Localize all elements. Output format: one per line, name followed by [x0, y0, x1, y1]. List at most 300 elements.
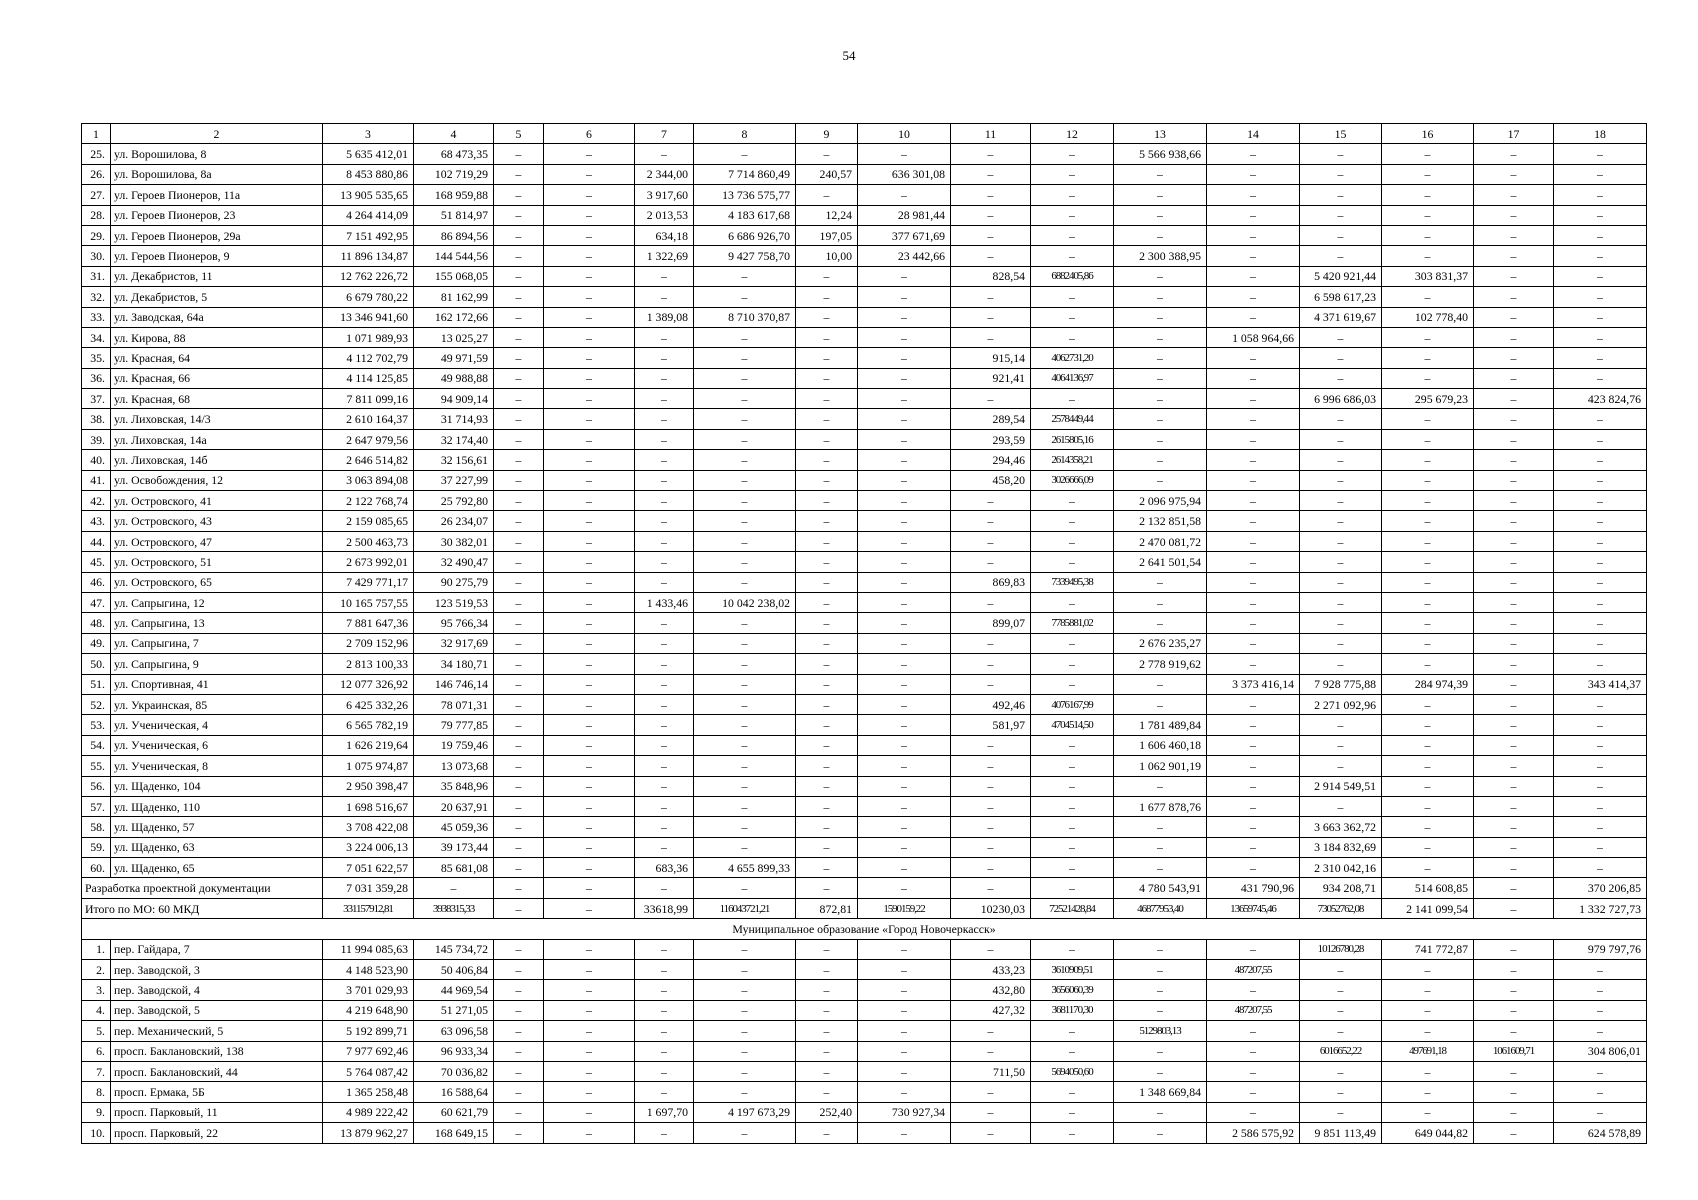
table-cell: 6016652,22	[1300, 1041, 1382, 1061]
table-cell: –	[1474, 491, 1554, 511]
row-number: 51.	[82, 674, 111, 694]
table-cell: –	[1031, 205, 1114, 225]
table-cell: –	[1207, 287, 1300, 307]
table-cell: –	[494, 389, 544, 409]
table-cell: 4062731,20	[1031, 348, 1114, 368]
table-cell: –	[1207, 205, 1300, 225]
table-cell: –	[544, 796, 635, 816]
column-header: 10	[858, 124, 951, 144]
table-cell: 1 071 989,93	[323, 327, 414, 347]
address-cell: ул. Островского, 43	[111, 511, 323, 531]
table-cell: –	[796, 735, 858, 755]
address-cell: ул. Островского, 65	[111, 572, 323, 592]
table-cell: 432,80	[951, 980, 1031, 1000]
row-number: 7.	[82, 1061, 111, 1081]
table-cell: –	[951, 491, 1031, 511]
table-cell: –	[858, 1061, 951, 1081]
table-cell: –	[635, 796, 694, 816]
table-cell: –	[635, 939, 694, 959]
table-row	[82, 266, 1647, 286]
row-label: Разработка проектной документации	[82, 878, 323, 898]
table-cell: –	[1031, 389, 1114, 409]
table-cell: 2 271 092,96	[1300, 694, 1382, 714]
table-cell: –	[1114, 164, 1207, 184]
table-cell: –	[635, 368, 694, 388]
table-cell: –	[1554, 307, 1647, 327]
table-cell: –	[796, 980, 858, 1000]
table-row	[82, 470, 1647, 490]
table-cell: –	[951, 307, 1031, 327]
table-cell: –	[694, 1061, 796, 1081]
table-cell: 7 811 099,16	[323, 389, 414, 409]
address-cell: просп. Парковый, 22	[111, 1123, 323, 1143]
table-cell: –	[544, 654, 635, 674]
table-cell: –	[1474, 633, 1554, 653]
table-row	[82, 1021, 1647, 1041]
table-header-row	[82, 124, 1647, 144]
row-number: 52.	[82, 694, 111, 714]
address-cell: ул. Щаденко, 110	[111, 796, 323, 816]
table-cell: 1 348 669,84	[1114, 1082, 1207, 1102]
table-cell: 3 663 362,72	[1300, 817, 1382, 837]
table-cell: –	[1114, 837, 1207, 857]
table-cell: 13 736 575,77	[694, 185, 796, 205]
table-cell: –	[494, 837, 544, 857]
table-cell: 433,23	[951, 960, 1031, 980]
table-cell: –	[1207, 225, 1300, 245]
table-cell: –	[1114, 409, 1207, 429]
table-cell: 49 971,59	[414, 348, 494, 368]
table-cell: –	[1554, 327, 1647, 347]
table-cell: –	[494, 1061, 544, 1081]
table-cell: –	[635, 878, 694, 898]
table-cell: –	[1031, 531, 1114, 551]
table-cell: –	[494, 450, 544, 470]
table-cell: –	[858, 470, 951, 490]
table-cell: –	[544, 185, 635, 205]
address-cell: ул. Сапрыгина, 9	[111, 654, 323, 674]
table-cell: –	[1382, 470, 1474, 490]
table-cell: 2615805,16	[1031, 429, 1114, 449]
table-cell: 162 172,66	[414, 307, 494, 327]
table-cell: –	[694, 654, 796, 674]
address-cell: пер. Заводской, 5	[111, 1000, 323, 1020]
address-cell: просп. Ермака, 5Б	[111, 1082, 323, 1102]
table-cell: –	[1114, 592, 1207, 612]
table-cell: –	[635, 654, 694, 674]
table-cell: 5 635 412,01	[323, 144, 414, 164]
table-cell: –	[1382, 633, 1474, 653]
table-cell: 2 673 992,01	[323, 552, 414, 572]
row-number: 3.	[82, 980, 111, 1000]
table-cell: –	[1031, 287, 1114, 307]
table-cell: –	[951, 1102, 1031, 1122]
table-cell: –	[1382, 613, 1474, 633]
table-cell: –	[494, 327, 544, 347]
table-cell: –	[1382, 246, 1474, 266]
table-cell: –	[1382, 592, 1474, 612]
table-cell: –	[951, 674, 1031, 694]
table-cell: –	[1474, 1123, 1554, 1143]
table-cell: –	[694, 409, 796, 429]
table-cell: –	[694, 348, 796, 368]
address-cell: ул. Освобождения, 12	[111, 470, 323, 490]
table-cell: –	[858, 1000, 951, 1020]
table-cell: –	[1114, 817, 1207, 837]
table-cell: –	[1382, 715, 1474, 735]
table-cell: –	[1300, 164, 1382, 184]
table-cell: 32 156,61	[414, 450, 494, 470]
table-cell: 32 174,40	[414, 429, 494, 449]
column-header: 13	[1114, 124, 1207, 144]
table-cell: 8 710 370,87	[694, 307, 796, 327]
table-cell: –	[494, 409, 544, 429]
table-cell: 2 586 575,92	[1207, 1123, 1300, 1143]
table-cell: 7 051 622,57	[323, 858, 414, 878]
table-cell: 9 851 113,49	[1300, 1123, 1382, 1143]
table-cell: 6 425 332,26	[323, 694, 414, 714]
table-cell: –	[1474, 164, 1554, 184]
table-cell: –	[544, 939, 635, 959]
row-number: 34.	[82, 327, 111, 347]
table-cell: 343 414,37	[1554, 674, 1647, 694]
table-cell: –	[1031, 735, 1114, 755]
table-cell: –	[544, 756, 635, 776]
table-row	[82, 1061, 1647, 1081]
table-cell: –	[544, 246, 635, 266]
address-cell: ул. Щаденко, 63	[111, 837, 323, 857]
table-cell: –	[1031, 164, 1114, 184]
table-cell: –	[694, 1021, 796, 1041]
table-cell: 458,20	[951, 470, 1031, 490]
table-cell: –	[635, 1082, 694, 1102]
table-cell: –	[1554, 552, 1647, 572]
table-cell: –	[494, 715, 544, 735]
address-cell: ул. Ученическая, 8	[111, 756, 323, 776]
table-cell: –	[1207, 307, 1300, 327]
table-cell: –	[1114, 1123, 1207, 1143]
row-number: 41.	[82, 470, 111, 490]
table-cell: –	[1114, 266, 1207, 286]
table-cell: –	[1382, 1061, 1474, 1081]
address-cell: ул. Героев Пионеров, 23	[111, 205, 323, 225]
table-cell: –	[1207, 409, 1300, 429]
table-cell: 68 473,35	[414, 144, 494, 164]
table-cell: –	[1207, 654, 1300, 674]
table-cell: –	[1207, 694, 1300, 714]
table-cell: –	[1382, 776, 1474, 796]
table-cell: 2 778 919,62	[1114, 654, 1207, 674]
table-cell: –	[1031, 185, 1114, 205]
table-cell: –	[635, 450, 694, 470]
table-cell: 293,59	[951, 429, 1031, 449]
table-cell: 6882405,86	[1031, 266, 1114, 286]
table-cell: –	[494, 266, 544, 286]
row-number: 48.	[82, 613, 111, 633]
row-number: 39.	[82, 429, 111, 449]
table-cell: 581,97	[951, 715, 1031, 735]
table-cell: –	[796, 185, 858, 205]
table-cell: –	[694, 511, 796, 531]
table-cell: –	[951, 796, 1031, 816]
table-cell: 624 578,89	[1554, 1123, 1647, 1143]
table-cell: –	[1207, 715, 1300, 735]
table-cell: –	[1114, 960, 1207, 980]
table-cell: –	[635, 756, 694, 776]
table-cell: 3 701 029,93	[323, 980, 414, 1000]
table-cell: 7339495,38	[1031, 572, 1114, 592]
table-cell: 4 264 414,09	[323, 205, 414, 225]
summary-row	[82, 878, 1647, 898]
row-number: 43.	[82, 511, 111, 531]
table-cell: 13 073,68	[414, 756, 494, 776]
address-cell: ул. Героев Пионеров, 9	[111, 246, 323, 266]
table-cell: –	[544, 898, 635, 918]
table-cell: –	[694, 837, 796, 857]
table-cell: –	[494, 246, 544, 266]
address-cell: ул. Красная, 64	[111, 348, 323, 368]
table-cell: –	[1382, 327, 1474, 347]
table-cell: 2578449,44	[1031, 409, 1114, 429]
table-cell: –	[544, 511, 635, 531]
table-cell: –	[1300, 1061, 1382, 1081]
table-cell: –	[796, 389, 858, 409]
table-cell: –	[951, 389, 1031, 409]
table-cell: –	[1474, 674, 1554, 694]
table-cell: –	[951, 633, 1031, 653]
row-label: Итого по МО: 60 МКД	[82, 898, 323, 918]
table-cell: –	[1300, 327, 1382, 347]
table-cell: –	[544, 858, 635, 878]
table-cell: –	[951, 185, 1031, 205]
table-cell: –	[1474, 368, 1554, 388]
table-cell: –	[1382, 144, 1474, 164]
table-cell: –	[796, 1082, 858, 1102]
table-cell: –	[1382, 205, 1474, 225]
table-cell: –	[635, 837, 694, 857]
table-cell: –	[694, 674, 796, 694]
address-cell: ул. Декабристов, 11	[111, 266, 323, 286]
table-cell: –	[951, 225, 1031, 245]
table-cell: 872,81	[796, 898, 858, 918]
table-cell: –	[494, 898, 544, 918]
table-cell: 19 759,46	[414, 735, 494, 755]
table-cell: –	[796, 409, 858, 429]
table-cell: 94 909,14	[414, 389, 494, 409]
table-cell: –	[1207, 164, 1300, 184]
table-cell: –	[635, 348, 694, 368]
table-cell: –	[796, 613, 858, 633]
row-number: 10.	[82, 1123, 111, 1143]
table-cell: –	[858, 266, 951, 286]
table-cell: –	[1382, 756, 1474, 776]
table-cell: –	[544, 817, 635, 837]
table-cell: –	[544, 164, 635, 184]
table-cell: 11 896 134,87	[323, 246, 414, 266]
table-cell: –	[1382, 164, 1474, 184]
table-cell: –	[1207, 552, 1300, 572]
column-header: 7	[635, 124, 694, 144]
table-row	[82, 552, 1647, 572]
table-cell: –	[1474, 225, 1554, 245]
table-cell: 6 686 926,70	[694, 225, 796, 245]
address-cell: ул. Сапрыгина, 7	[111, 633, 323, 653]
row-number: 25.	[82, 144, 111, 164]
table-cell: –	[1300, 796, 1382, 816]
table-cell: 6 679 780,22	[323, 287, 414, 307]
table-cell: –	[1114, 225, 1207, 245]
table-cell: 5 566 938,66	[1114, 144, 1207, 164]
table-cell: –	[1554, 837, 1647, 857]
table-cell: –	[796, 837, 858, 857]
table-cell: –	[796, 511, 858, 531]
table-cell: –	[1300, 654, 1382, 674]
table-cell: 12 762 226,72	[323, 266, 414, 286]
table-cell: –	[1031, 674, 1114, 694]
address-cell: ул. Украинская, 85	[111, 694, 323, 714]
table-cell: –	[858, 654, 951, 674]
table-cell: 1061609,71	[1474, 1041, 1554, 1061]
column-header: 16	[1382, 124, 1474, 144]
table-cell: –	[1382, 185, 1474, 205]
table-cell: –	[1474, 756, 1554, 776]
row-number: 8.	[82, 1082, 111, 1102]
table-cell: –	[494, 144, 544, 164]
table-cell: 2 709 152,96	[323, 633, 414, 653]
table-cell: –	[1554, 654, 1647, 674]
table-cell: 5129803,13	[1114, 1021, 1207, 1041]
table-cell: –	[1114, 368, 1207, 388]
table-cell: –	[858, 674, 951, 694]
table-cell: –	[951, 246, 1031, 266]
table-cell: –	[494, 368, 544, 388]
table-cell: 741 772,87	[1382, 939, 1474, 959]
table-cell: –	[1474, 1021, 1554, 1041]
address-cell: ул. Красная, 68	[111, 389, 323, 409]
table-row	[82, 715, 1647, 735]
table-cell: 11 994 085,63	[323, 939, 414, 959]
row-number: 4.	[82, 1000, 111, 1020]
table-cell: –	[1554, 1082, 1647, 1102]
table-cell: 13 905 535,65	[323, 185, 414, 205]
address-cell: ул. Щаденко, 104	[111, 776, 323, 796]
table-row	[82, 960, 1647, 980]
table-cell: 2 950 398,47	[323, 776, 414, 796]
table-cell: 1 075 974,87	[323, 756, 414, 776]
address-cell: ул. Лиховская, 14а	[111, 429, 323, 449]
table-cell: –	[858, 552, 951, 572]
table-cell: –	[796, 654, 858, 674]
table-cell: 123 519,53	[414, 592, 494, 612]
data-table	[81, 123, 1647, 1144]
table-cell: 3938315,33	[414, 898, 494, 918]
table-cell: –	[1114, 674, 1207, 694]
table-cell: –	[796, 939, 858, 959]
table-cell: 7 881 647,36	[323, 613, 414, 633]
table-cell: –	[796, 694, 858, 714]
table-cell: –	[635, 266, 694, 286]
row-number: 40.	[82, 450, 111, 470]
table-cell: 3026666,09	[1031, 470, 1114, 490]
table-cell: –	[1382, 858, 1474, 878]
row-number: 38.	[82, 409, 111, 429]
table-cell: –	[1554, 287, 1647, 307]
page-number: 54	[842, 48, 856, 63]
table-cell: 9 427 758,70	[694, 246, 796, 266]
table-cell: 155 068,05	[414, 266, 494, 286]
table-cell: 2 647 979,56	[323, 429, 414, 449]
table-cell: –	[1207, 837, 1300, 857]
table-cell: –	[858, 1082, 951, 1102]
table-cell: –	[1207, 633, 1300, 653]
table-cell: –	[1554, 450, 1647, 470]
table-row	[82, 735, 1647, 755]
table-cell: –	[1474, 552, 1554, 572]
table-cell: –	[951, 1082, 1031, 1102]
table-cell: –	[796, 817, 858, 837]
table-cell: 2 132 851,58	[1114, 511, 1207, 531]
table-cell: 102 778,40	[1382, 307, 1474, 327]
column-header: 5	[494, 124, 544, 144]
table-cell: –	[796, 348, 858, 368]
table-cell: –	[951, 205, 1031, 225]
table-row	[82, 307, 1647, 327]
table-cell: 73052762,08	[1300, 898, 1382, 918]
table-row	[82, 613, 1647, 633]
row-number: 37.	[82, 389, 111, 409]
table-row	[82, 756, 1647, 776]
table-row	[82, 572, 1647, 592]
table-cell: 33618,99	[635, 898, 694, 918]
table-cell: 12,24	[796, 205, 858, 225]
table-cell: 10230,03	[951, 898, 1031, 918]
table-cell: 1 062 901,19	[1114, 756, 1207, 776]
table-cell: –	[494, 164, 544, 184]
table-cell: –	[1382, 694, 1474, 714]
table-cell: –	[1474, 246, 1554, 266]
table-cell: –	[1114, 1000, 1207, 1020]
table-cell: –	[1300, 1000, 1382, 1020]
table-row	[82, 837, 1647, 857]
table-cell: –	[796, 450, 858, 470]
table-cell: –	[1031, 1123, 1114, 1143]
table-cell: –	[796, 960, 858, 980]
address-cell: ул. Островского, 51	[111, 552, 323, 572]
table-row	[82, 654, 1647, 674]
table-cell: –	[1382, 796, 1474, 816]
table-cell: 6 565 782,19	[323, 715, 414, 735]
table-cell: –	[635, 1000, 694, 1020]
table-cell: –	[1207, 858, 1300, 878]
row-number: 31.	[82, 266, 111, 286]
table-cell: –	[544, 1123, 635, 1143]
table-cell: –	[1207, 735, 1300, 755]
address-cell: пер. Заводской, 4	[111, 980, 323, 1000]
table-cell: 4 197 673,29	[694, 1102, 796, 1122]
table-cell: –	[1554, 572, 1647, 592]
table-cell: –	[1300, 185, 1382, 205]
table-cell: –	[1114, 613, 1207, 633]
table-cell: –	[796, 633, 858, 653]
table-cell: 10 165 757,55	[323, 592, 414, 612]
table-cell: –	[1554, 491, 1647, 511]
table-cell: –	[1031, 633, 1114, 653]
table-cell: 10126780,28	[1300, 939, 1382, 959]
table-cell: –	[796, 531, 858, 551]
table-cell: –	[796, 592, 858, 612]
table-cell: –	[1114, 776, 1207, 796]
table-cell: 4 371 619,67	[1300, 307, 1382, 327]
